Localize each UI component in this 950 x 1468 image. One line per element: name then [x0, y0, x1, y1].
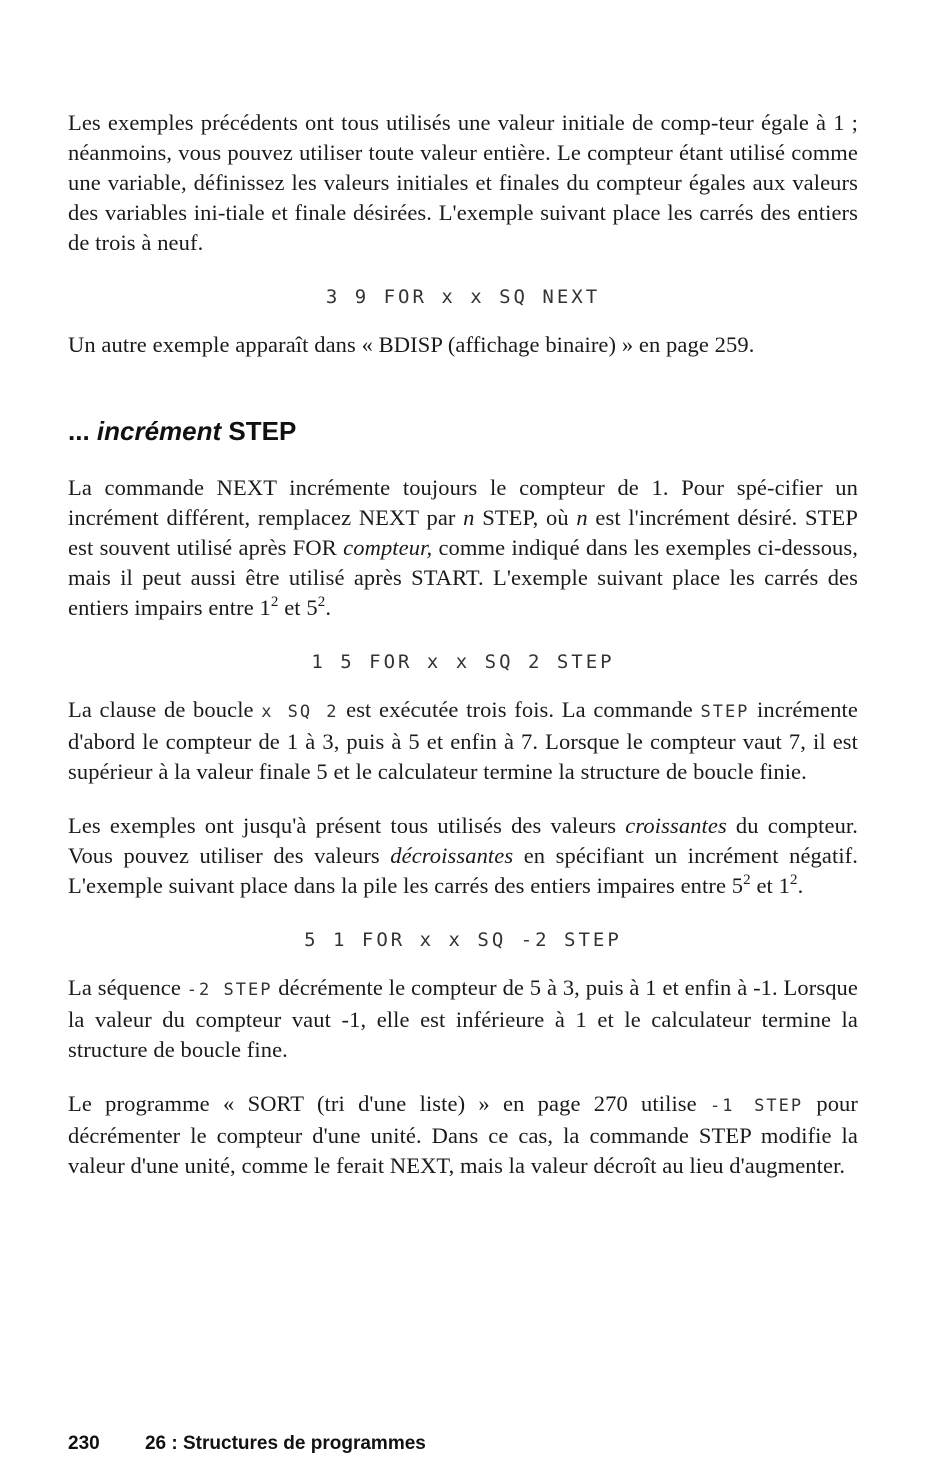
section-heading	[68, 416, 858, 447]
heading-dots: ...	[68, 416, 90, 446]
page-number: 230	[68, 1433, 100, 1454]
paragraph-step-intro: La commande NEXT incrémente toujours le compteur de 1. Pour spé-cifier un incrément différent, remplacez NEXT par n STEP, où n est l'incrément désiré. STEP est souvent utilisé après FOR compteur, comme indiqué dans les exemples ci-dessous, mais il peut aussi être utilisé après START. L'exemple suivant place les carrés des entiers impairs entre $1^2$ et $5^2$.	[68, 475, 858, 620]
page-footer	[68, 1433, 426, 1455]
paragraph-intro: Les exemples précédents ont tous utilisés une valeur initiale de comp-teur égale à 1 ; néanmoins, vous pouvez utiliser toute valeur entière. Le compteur étant utilisé comme une variable, définissez les valeurs initiales et finales du compteur égales aux valeurs des variables ini-tiale et finale désirées. L'exemple suivant place les carrés des entiers de trois à neuf.	[68, 110, 858, 255]
code-example-1: 3 9 FOR x x SQ NEXT	[325, 286, 601, 308]
page-content	[68, 108, 858, 1181]
paragraph-sort-program: Le programme « SORT (tri d'une liste) » en page 270 utilise -1 STEP pour décrémenter le compteur d'une unité. Dans ce cas, la commande STEP modifie la valeur d'une unité, comme le ferait NEXT, mais la valeur décroît au lieu d'augmenter.	[68, 1091, 858, 1178]
code-example-3: 5 1 FOR x x SQ -2 STEP	[304, 929, 622, 951]
chapter-title: 26 : Structures de programmes	[144, 1433, 426, 1454]
heading-bold: STEP	[228, 416, 297, 446]
paragraph-decreasing-values: Les exemples ont jusqu'à présent tous utilisés des valeurs croissantes du compteur. Vous pouvez utiliser des valeurs décroissantes en spécifiant un incrément négatif. L'exemple suivant place dans la pile les carrés des entiers impaires entre $5^2$ et $1^2$.	[68, 813, 859, 898]
paragraph-negative-step: La séquence -2 STEP décrémente le compteur de 5 à 3, puis à 1 et enfin à -1. Lorsque la valeur du compteur vaut -1, elle est inférieure à 1 et le calculateur termine la structure de boucle fine.	[68, 975, 858, 1062]
paragraph-bdisp-reference: Un autre exemple apparaît dans « BDISP (affichage binaire) » en page 259.	[68, 332, 755, 357]
paragraph-loop-clause: La clause de boucle x SQ 2 est exécutée trois fois. La commande STEP incrémente d'abord le compteur de 1 à 3, puis à 5 et enfin à 7. Lorsque le compteur vaut 7, il est supérieur à la valeur finale 5 et le calculateur termine la structure de boucle finie.	[68, 697, 858, 784]
code-example-2: 1 5 FOR x x SQ 2 STEP	[311, 651, 615, 673]
heading-italic: incrément	[96, 416, 222, 446]
